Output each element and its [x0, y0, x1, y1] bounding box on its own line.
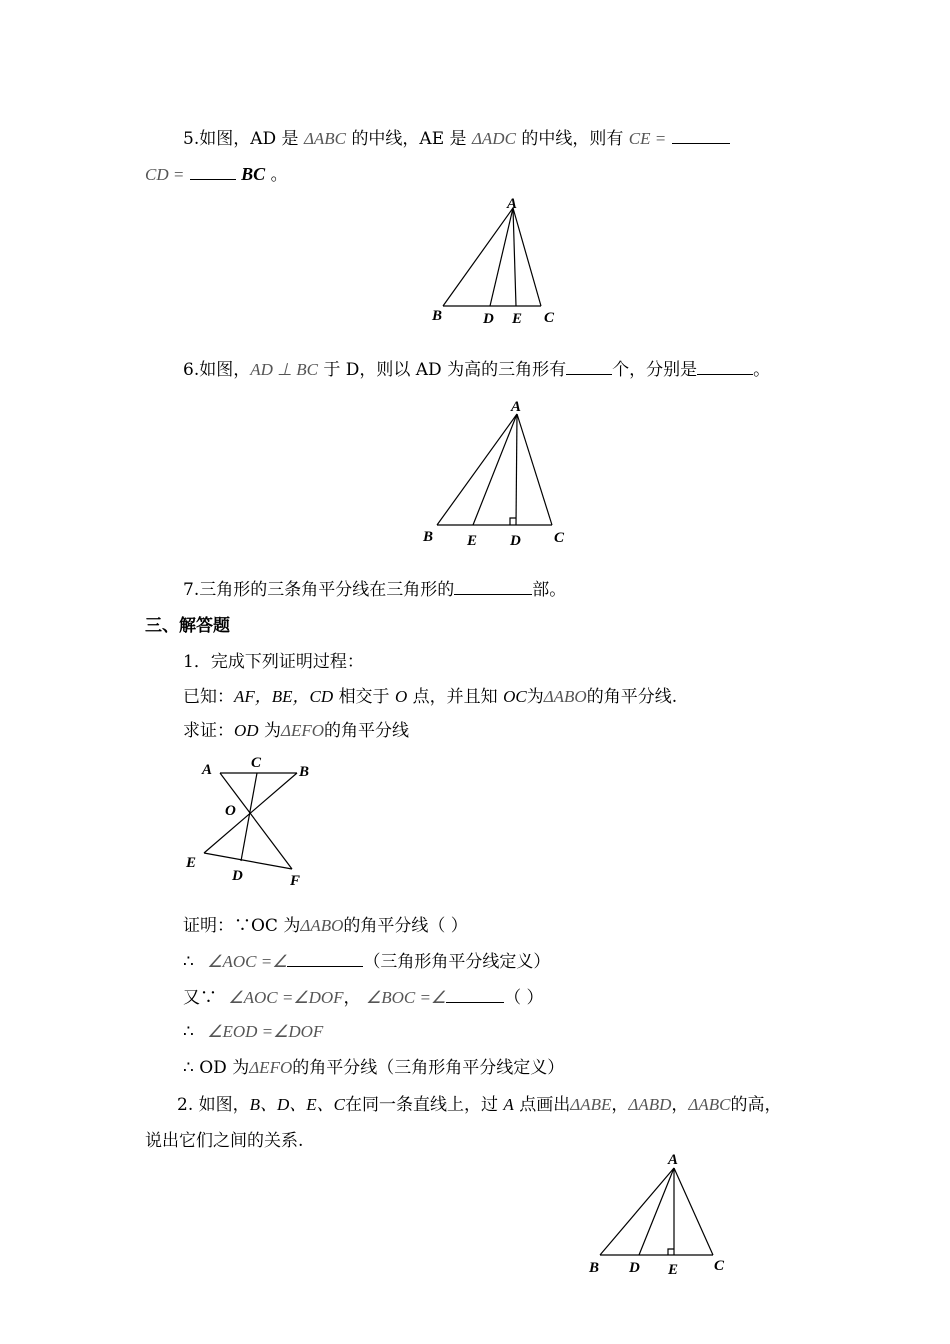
q6-right-angle-mark	[510, 518, 516, 525]
q6-line	[183, 358, 770, 381]
p1-step3-end: （ ）	[504, 988, 544, 1008]
p1-given-vars: AF，BE，CD	[234, 687, 334, 706]
p1-label-a: A	[202, 762, 213, 778]
q5-text: 的中线，AE 是	[351, 129, 467, 149]
q6-label-a: A	[511, 399, 522, 415]
q6-seg-ae	[473, 414, 517, 525]
p1-step1-end: 的角平分线（ ）	[343, 916, 468, 936]
p1-seg-ef	[204, 853, 292, 869]
p1-given-prefix: 已知：	[183, 687, 234, 707]
p2-seg-ab	[600, 1168, 674, 1255]
p1-step5-prefix: ∴ OD 为	[183, 1058, 250, 1078]
q7-end: 部。	[532, 580, 567, 600]
p1-seg-cd	[241, 773, 257, 861]
p1-step2-eq: ∠AOC =∠	[207, 952, 288, 971]
p2-text-2: 点画出	[519, 1095, 571, 1115]
q6-figure	[415, 393, 575, 553]
q7-prefix: 7.三角形的三条角平分线在三角形的	[183, 580, 455, 600]
p2-label-b: B	[589, 1260, 600, 1276]
q6-seg-ad	[516, 414, 517, 525]
q5-label-a: A	[507, 196, 518, 212]
q5-end: 。	[270, 165, 288, 185]
p1-title: 1．完成下列证明过程：	[183, 652, 364, 672]
p1-step3-eq2: ∠BOC =∠	[365, 988, 447, 1007]
p2-triangle-abe: ΔABE	[570, 1095, 612, 1114]
p1-seg-af	[220, 773, 292, 869]
p2-points: B、D、E、C	[249, 1095, 346, 1114]
p1-step3-prefix: 又∵	[183, 988, 217, 1008]
p2-line1	[177, 1094, 781, 1116]
p2-sep-2: ，	[671, 1095, 689, 1115]
p1-step2-blank[interactable]	[287, 950, 363, 967]
section-3-title: 三、解答题	[145, 616, 230, 636]
p1-prove-text: 为	[263, 721, 281, 741]
p2-line2: 说出它们之间的关系.	[145, 1131, 304, 1151]
p1-step4-eq: ∠EOD =∠DOF	[207, 1022, 324, 1041]
p2-label-e: E	[668, 1262, 679, 1278]
q5-seg-ad	[490, 208, 513, 306]
q5-cd: CD =	[145, 165, 185, 184]
q5-seg-ab	[443, 208, 513, 306]
p2-point-a: A	[503, 1095, 514, 1114]
p2-prefix: 2. 如图，	[177, 1095, 250, 1115]
q6-blank-1[interactable]	[566, 358, 612, 375]
q6-label-d: D	[510, 533, 521, 549]
p2-label-d: D	[629, 1260, 640, 1276]
q5-line2	[145, 163, 288, 186]
p2-label-a: A	[668, 1152, 679, 1168]
q5-ce: CE =	[628, 129, 667, 148]
p1-label-f: F	[290, 873, 301, 889]
p2-triangle-abd: ΔABD	[628, 1095, 672, 1114]
q6-prefix: 6.如图，	[183, 360, 251, 380]
q6-condition: AD ⊥ BC	[250, 360, 318, 379]
p1-step-2	[183, 950, 550, 973]
p2-seg-ac	[674, 1168, 713, 1255]
p1-prove-end: 的角平分线	[324, 721, 409, 741]
q7-line	[183, 578, 566, 601]
q5-bc: BC	[241, 164, 266, 184]
p1-figure	[180, 752, 320, 892]
q6-blank-2[interactable]	[697, 358, 753, 375]
p1-prove-od: OD	[234, 721, 259, 740]
p2-text: 在同一条直线上，过	[345, 1095, 499, 1115]
p1-label-d: D	[232, 868, 243, 884]
p1-given-end: 的角平分线.	[586, 687, 678, 707]
p2-label-c: C	[714, 1258, 725, 1274]
q5-seg-ac	[513, 208, 541, 306]
p1-given-triangle: ΔABO	[543, 687, 587, 706]
p1-given-text-3: 为	[526, 687, 544, 707]
p1-step1-prefix: 证明：∵OC 为	[183, 916, 301, 936]
q5-prefix: 5.如图，AD 是	[183, 129, 299, 149]
q6-text-2: 个，分别是	[612, 360, 698, 380]
p1-step-3	[183, 986, 544, 1009]
p1-given-text: 相交于	[338, 687, 390, 707]
p2-end: 的高，	[730, 1095, 782, 1115]
q6-label-b: B	[423, 529, 434, 545]
q5-text-2: 的中线，则有	[521, 129, 624, 149]
p1-step-5	[183, 1057, 564, 1079]
p1-step-4	[183, 1021, 323, 1043]
p1-step2-prefix: ∴	[183, 952, 194, 972]
p1-given-o: O	[394, 687, 408, 706]
q6-label-c: C	[554, 530, 565, 546]
p1-step5-end: 的角平分线（三角形角平分线定义）	[292, 1058, 565, 1078]
q5-seg-ae	[513, 208, 516, 306]
p1-seg-be	[204, 773, 297, 853]
p1-step3-eq1: ∠AOC =∠DOF	[228, 988, 344, 1007]
p1-step3-blank[interactable]	[446, 986, 504, 1003]
p1-label-c: C	[251, 755, 262, 771]
p2-figure	[585, 1150, 735, 1280]
p1-prove	[183, 720, 409, 742]
p1-given-oc: OC	[503, 687, 527, 706]
p1-given-text-2: 点，并且知	[412, 687, 498, 707]
p1-prove-prefix: 求证：	[183, 721, 234, 741]
p1-step5-triangle: ΔEFO	[249, 1058, 293, 1077]
q5-label-b: B	[432, 308, 443, 324]
q5-label-d: D	[483, 311, 494, 327]
p1-label-e: E	[186, 855, 197, 871]
q5-blank-1[interactable]	[672, 127, 730, 144]
p2-triangle-abc: ΔABC	[688, 1095, 731, 1114]
q5-triangle-adc: ΔADC	[471, 129, 516, 148]
p1-step1-triangle: ΔABO	[300, 916, 344, 935]
q5-label-c: C	[544, 310, 555, 326]
q5-line1	[183, 127, 730, 150]
q6-seg-ac	[517, 414, 552, 525]
p1-step3-sep: ，	[343, 988, 361, 1008]
p1-prove-triangle: ΔEFO	[280, 721, 324, 740]
q6-seg-ab	[437, 414, 517, 525]
q5-label-e: E	[512, 311, 523, 327]
p1-label-o: O	[225, 803, 236, 819]
q5-triangle-abc: ΔABC	[303, 129, 347, 148]
q6-label-e: E	[467, 533, 478, 549]
q5-figure	[420, 195, 570, 330]
q7-blank[interactable]	[454, 578, 532, 595]
q5-blank-2[interactable]	[190, 163, 236, 180]
p1-step2-end: （三角形角平分线定义）	[363, 952, 551, 972]
p2-seg-ad	[639, 1168, 674, 1255]
q6-end: 。	[753, 360, 771, 380]
p2-right-angle-mark	[668, 1249, 674, 1255]
p2-sep-1: ，	[611, 1095, 629, 1115]
p1-step4-prefix: ∴	[183, 1022, 194, 1042]
p1-given	[183, 686, 677, 708]
q6-text: 于 D，则以 AD 为高的三角形有	[323, 360, 567, 380]
p1-step-1	[183, 915, 468, 937]
p1-label-b: B	[299, 764, 310, 780]
